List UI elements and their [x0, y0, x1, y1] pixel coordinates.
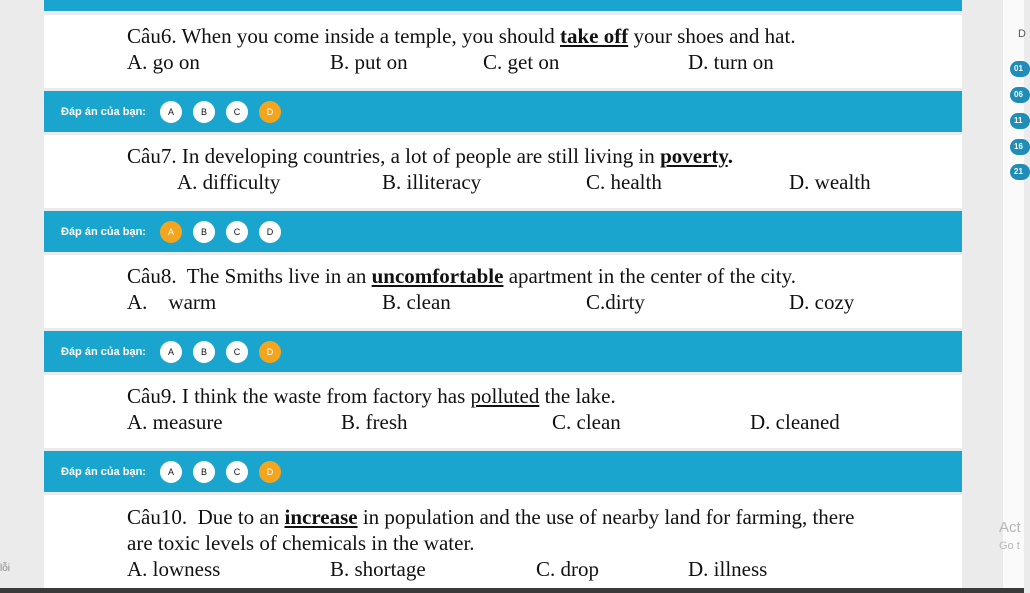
- key-phrase: poverty: [660, 144, 728, 168]
- choice-b[interactable]: B: [193, 341, 215, 363]
- option-b: B. illiteracy: [382, 170, 482, 194]
- question-text-line2: are toxic levels of chemicals in the water.: [127, 531, 475, 555]
- option-b: B. put on: [330, 50, 408, 74]
- question-number: Câu7.: [127, 144, 177, 168]
- question-text: Câu10. Due to an increase in population and the use of nearby land for farming, there: [127, 505, 855, 529]
- choice-c[interactable]: C: [226, 341, 248, 363]
- option-a: A. lowness: [127, 557, 221, 581]
- nav-bubble-16[interactable]: 16: [1010, 139, 1030, 155]
- option-a: A. measure: [127, 410, 223, 434]
- answer-label: Đáp án của bạn:: [61, 225, 146, 238]
- option-c: C. get on: [483, 50, 560, 74]
- key-phrase: polluted: [470, 384, 540, 408]
- option-b: B. shortage: [330, 557, 426, 581]
- question-text: Câu6. When you come inside a temple, you should take off your shoes and hat.: [127, 24, 796, 48]
- question-number: Câu9.: [127, 384, 177, 408]
- choice-c[interactable]: C: [226, 461, 248, 483]
- option-a: A. warm: [127, 290, 217, 314]
- option-d: D. turn on: [688, 50, 774, 74]
- option-c: C.dirty: [586, 290, 645, 314]
- question-text: Câu9. I think the waste from factory has polluted the lake.: [127, 384, 616, 408]
- nav-bubble-11[interactable]: 11: [1010, 113, 1030, 129]
- answer-label: Đáp án của bạn:: [61, 345, 146, 358]
- answer-bar-7: [44, 211, 962, 252]
- option-a: A. go on: [127, 50, 200, 74]
- choice-a[interactable]: A: [160, 221, 182, 243]
- answer-bar-8: [44, 331, 962, 372]
- choice-a[interactable]: A: [160, 341, 182, 363]
- choice-a[interactable]: A: [160, 461, 182, 483]
- choice-b[interactable]: B: [193, 461, 215, 483]
- question-card-8: [44, 255, 962, 328]
- question-card-7: [44, 135, 962, 208]
- choice-d[interactable]: D: [259, 461, 281, 483]
- choice-c[interactable]: C: [226, 221, 248, 243]
- choice-d[interactable]: D: [259, 341, 281, 363]
- option-d: D. cleaned: [750, 410, 840, 434]
- activate-windows-title: Act: [999, 519, 1021, 536]
- option-b: B. clean: [382, 290, 451, 314]
- question-card-6: [44, 15, 962, 88]
- question-text: Câu7. In developing countries, a lot of people are still living in poverty.: [127, 144, 733, 168]
- left-edge-label: lỗi: [0, 563, 11, 574]
- answer-label: Đáp án của bạn:: [61, 465, 146, 478]
- nav-bubble-01[interactable]: 01: [1010, 61, 1030, 77]
- choice-d[interactable]: D: [259, 101, 281, 123]
- choice-d[interactable]: D: [259, 221, 281, 243]
- choice-c[interactable]: C: [226, 101, 248, 123]
- option-d: D. cozy: [789, 290, 855, 314]
- activate-windows-subtitle: Go t: [999, 540, 1020, 552]
- choice-b[interactable]: B: [193, 101, 215, 123]
- option-c: C. health: [586, 170, 662, 194]
- choice-a[interactable]: A: [160, 101, 182, 123]
- question-number: Câu6.: [127, 24, 177, 48]
- choice-b[interactable]: B: [193, 221, 215, 243]
- key-phrase: take off: [559, 24, 629, 48]
- option-c: C. clean: [552, 410, 621, 434]
- option-d: D. wealth: [789, 170, 871, 194]
- option-a: A. difficulty: [177, 170, 281, 194]
- answer-bar-9: [44, 451, 962, 492]
- quiz-main: [44, 0, 962, 593]
- nav-bubble-21[interactable]: 21: [1010, 164, 1030, 180]
- question-card-9: [44, 375, 962, 448]
- answer-label: Đáp án của bạn:: [61, 105, 146, 118]
- question-card-10: [44, 495, 962, 593]
- bottom-edge: [0, 588, 1024, 593]
- answer-bar-6: [44, 91, 962, 132]
- question-text: Câu8. The Smiths live in an uncomfortable apartment in the center of the city.: [127, 264, 796, 288]
- top-answer-bar: [44, 0, 962, 11]
- key-phrase: uncomfortable: [371, 264, 504, 288]
- question-number: Câu10.: [127, 505, 188, 529]
- key-phrase: increase: [284, 505, 358, 529]
- nav-bubble-06[interactable]: 06: [1010, 87, 1030, 103]
- question-number: Câu8.: [127, 264, 177, 288]
- option-d: D. illness: [688, 557, 768, 581]
- option-c: C. drop: [536, 557, 599, 581]
- option-b: B. fresh: [341, 410, 408, 434]
- nav-letter: D: [1018, 28, 1026, 40]
